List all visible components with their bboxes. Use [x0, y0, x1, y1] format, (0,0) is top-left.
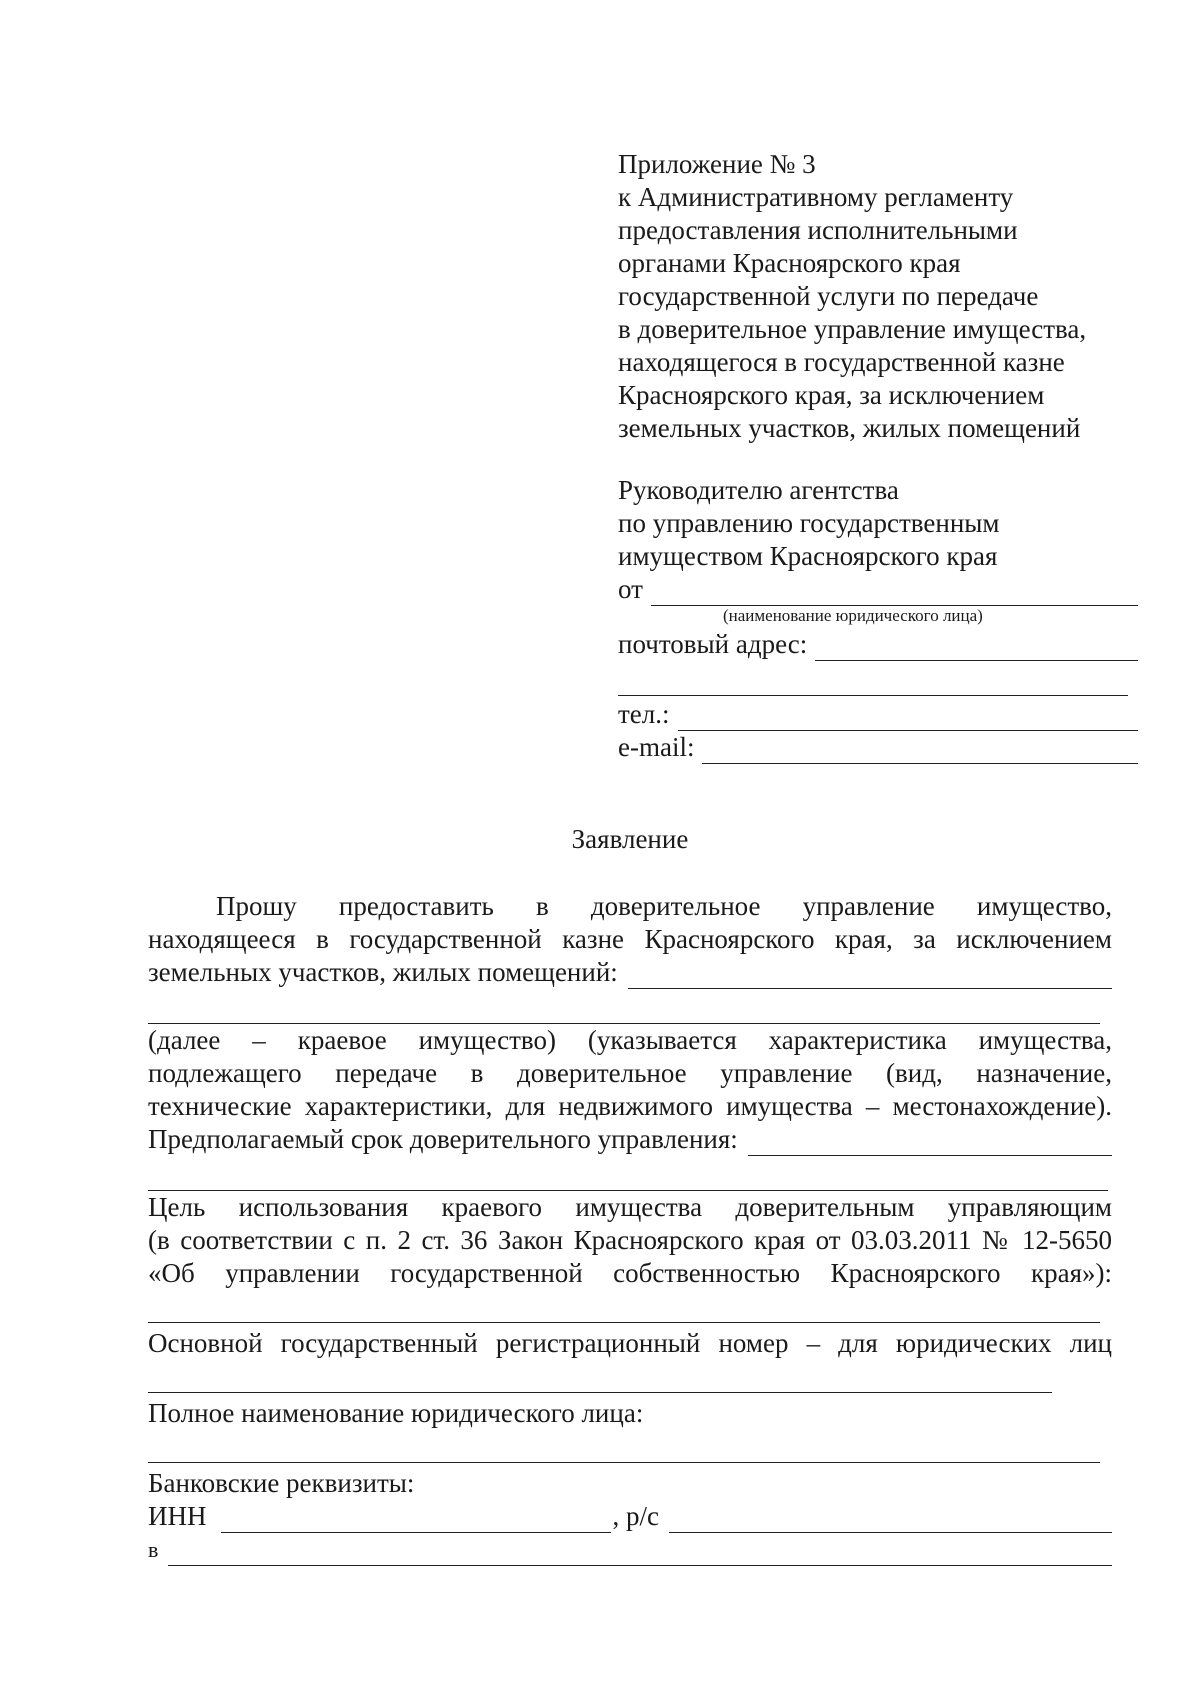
phone-field	[618, 698, 1138, 731]
property-label: земельных участков, жилых помещений:	[148, 957, 618, 987]
fullname-continuation	[148, 1430, 1112, 1463]
header-line: Красноярского края, за исключением	[618, 380, 1045, 410]
addressee-line: по управлению государственным	[618, 508, 1000, 538]
bank-name-input-line[interactable]	[168, 1541, 1112, 1566]
postal-address-continuation	[618, 663, 1138, 696]
inn-input-line[interactable]	[221, 1508, 611, 1533]
from-field	[618, 573, 1138, 606]
appendix-header	[618, 148, 1138, 445]
header-line: Приложение № 3	[618, 149, 816, 179]
term-field	[148, 1123, 1112, 1156]
paragraph-line: (в соответствии с п. 2 ст. 36 Закон Красноярского края от 03.03.2011 № 12-5650	[148, 1225, 1112, 1255]
paragraph-line: Цель использования краевого имущества доверительным управляющим	[148, 1192, 1112, 1222]
paragraph-line: технические характеристики, для недвижимого имущества – местонахождение).	[148, 1091, 1112, 1121]
purpose-input-line[interactable]	[148, 1298, 1100, 1323]
property-field	[148, 956, 1112, 989]
term-input-line[interactable]	[748, 1131, 1112, 1156]
header-line: земельных участков, жилых помещений	[618, 413, 1081, 443]
postal-address-field	[618, 628, 1138, 661]
paragraph-line: находящееся в государственной казне Красноярского края, за исключением	[148, 924, 1112, 954]
postal-address-label: почтовый адрес:	[618, 629, 808, 659]
term-label: Предполагаемый срок доверительного управления:	[148, 1124, 738, 1154]
email-input-line[interactable]	[702, 739, 1138, 764]
ogrn-label: Основной государственный регистрационный номер – для юридических лиц	[148, 1328, 1112, 1358]
application-body	[148, 890, 1112, 1566]
paragraph-line: подлежащего передаче в доверительное управление (вид, назначение,	[148, 1058, 1112, 1088]
purpose-field	[148, 1290, 1112, 1323]
addressee-line: Руководителю агентства	[618, 475, 899, 505]
fullname-input-line[interactable]	[148, 1438, 1100, 1463]
postal-address-input-line[interactable]	[815, 636, 1138, 661]
bank-details-label-row	[148, 1467, 1112, 1500]
bank-details-label: Банковские реквизиты:	[148, 1468, 415, 1498]
header-line: предоставления исполнительными	[618, 215, 1018, 245]
fullname-field	[148, 1397, 1112, 1430]
email-label: e-mail:	[618, 732, 695, 762]
header-line: в доверительное управление имущества,	[618, 314, 1087, 344]
fullname-label: Полное наименование юридического лица:	[148, 1398, 644, 1428]
from-caption: (наименование юридического лица)	[723, 606, 983, 625]
property-input-line-2[interactable]	[148, 999, 1100, 1024]
document-title: Заявление	[571, 824, 689, 854]
phone-label: тел.:	[618, 699, 670, 729]
paragraph-line: Прошу предоставить в доверительное управление имущество,	[216, 891, 1112, 921]
from-input-line[interactable]	[651, 581, 1138, 606]
ogrn-input-line[interactable]	[148, 1368, 1052, 1393]
header-line: к Административному регламенту	[618, 182, 1014, 212]
bank-name-field	[148, 1533, 1112, 1566]
header-line: органами Красноярского края	[618, 248, 961, 278]
postal-address-input-line-2[interactable]	[618, 671, 1128, 696]
paragraph-line: (далее – краевое имущество) (указывается характеристика имущества,	[148, 1025, 1112, 1055]
ogrn-field	[148, 1360, 1112, 1393]
inn-account-field	[148, 1500, 1112, 1533]
addressee-line: имуществом Красноярского края	[618, 541, 998, 571]
bank-in-label: в	[148, 1537, 159, 1562]
header-line: находящегося в государственной казне	[618, 347, 1065, 377]
account-label: , р/с	[612, 1501, 659, 1531]
property-continuation	[148, 991, 1112, 1024]
phone-input-line[interactable]	[678, 706, 1138, 731]
header-line: государственной услуги по передаче	[618, 281, 1039, 311]
email-field	[618, 731, 1138, 764]
paragraph-line: «Об управлении государственной собственностью Красноярского края»):	[148, 1258, 1112, 1288]
term-input-line-2[interactable]	[148, 1166, 1108, 1191]
account-input-line[interactable]	[669, 1508, 1112, 1533]
term-continuation	[148, 1158, 1112, 1191]
addressee-block	[618, 474, 1138, 764]
inn-label: ИНН	[148, 1501, 207, 1531]
property-input-line[interactable]	[628, 964, 1112, 989]
from-label: от	[618, 574, 643, 604]
